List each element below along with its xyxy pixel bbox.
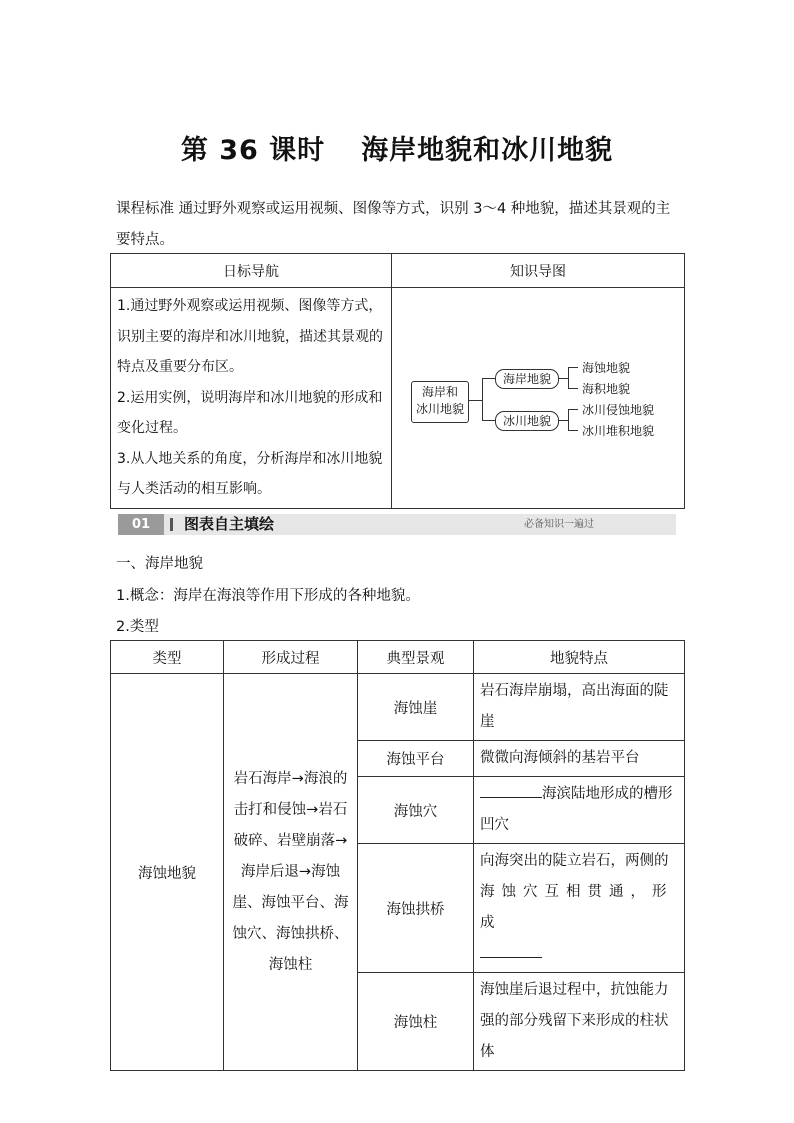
- mindmap-branch-glacier: 冰川地貌: [495, 411, 559, 431]
- goals-header: 日标导航: [111, 254, 392, 288]
- column-header: 地貌特点: [474, 641, 685, 674]
- feature-text: 向海突出的陡立岩石，两侧的: [480, 853, 669, 869]
- section-title: 图表自主填绘: [184, 515, 275, 533]
- landform-cell: 海蚀穴: [358, 777, 474, 844]
- column-header: 典型景观: [358, 641, 474, 674]
- landform-cell: 海蚀拱桥: [358, 844, 474, 973]
- mindmap-leaf: 冰川侵蚀地貌: [582, 403, 655, 417]
- goal-item: 2.运用实例，说明海岸和冰川地貌的形成和变化过程。: [117, 389, 383, 436]
- landform-cell: 海蚀崖: [358, 674, 474, 741]
- types-heading: 2.类型: [116, 619, 159, 635]
- type-cell: 海蚀地貌: [111, 674, 224, 1071]
- feature-text: 海滨陆地形成的槽形凹穴: [480, 786, 673, 833]
- mindmap-branch-coast: 海岸地貌: [495, 369, 559, 389]
- mindmap-leaf: 冰川堆积地貌: [582, 424, 655, 438]
- concept-text: 1.概念：海岸在海浪等作用下形成的各种地貌。: [116, 588, 420, 604]
- mindmap-cell: [392, 288, 685, 509]
- goal-item: 1.通过野外观察或运用视频、图像等方式，识别主要的海岸和冰川地貌，描述其景观的特点及重要分布区。: [117, 298, 383, 375]
- section-divider: [170, 518, 173, 531]
- fill-blank[interactable]: [480, 942, 542, 958]
- mindmap-leaf: 海蚀地貌: [582, 361, 631, 375]
- mindmap-header: 知识导图: [392, 254, 685, 288]
- landform-cell: 海蚀平台: [358, 741, 474, 777]
- mind-map: [393, 289, 683, 507]
- landform-cell: 海蚀柱: [358, 973, 474, 1071]
- standard-label: 课程标准: [116, 201, 174, 217]
- fill-blank[interactable]: [480, 782, 542, 798]
- process-cell: 岩石海岸→海浪的击打和侵蚀→岩石破碎、岩壁崩落→海岸后退→海蚀崖、海蚀平台、海蚀穴、海蚀拱桥、海蚀柱: [224, 674, 358, 1071]
- root-line: 冰川地貌: [415, 402, 464, 416]
- feature-cell: [474, 777, 685, 844]
- root-line: 海岸和: [421, 385, 458, 399]
- feature-cell: 岩石海岸崩塌，高出海面的陡崖: [474, 674, 685, 741]
- section-subtitle: 必备知识一遍过: [524, 519, 594, 530]
- section-number: 01: [118, 514, 164, 535]
- mindmap-leaf: 海积地貌: [582, 382, 631, 396]
- goals-list: [111, 288, 392, 509]
- curriculum-standard: [116, 194, 682, 256]
- section-bar: [118, 514, 676, 535]
- column-header: 形成过程: [224, 641, 358, 674]
- feature-cell: 海蚀崖后退过程中，抗蚀能力强的部分残留下来形成的柱状体: [474, 973, 685, 1071]
- lesson-topic: 海岸地貌和冰川地貌: [361, 135, 614, 166]
- feature-text: 海蚀穴互相贯通，形成: [480, 884, 674, 931]
- goals-table: [110, 253, 685, 509]
- feature-cell: [474, 844, 685, 973]
- column-header: 类型: [111, 641, 224, 674]
- standard-text: 通过野外观察或运用视频、图像等方式，识别 3～4 种地貌，描述其景观的主要特点。: [116, 201, 671, 248]
- feature-cell: 微微向海倾斜的基岩平台: [474, 741, 685, 777]
- goal-item: 3.从人地关系的角度，分析海岸和冰川地貌与人类活动的相互影响。: [117, 450, 383, 497]
- mindmap-root: [411, 381, 469, 423]
- section-heading: 一、海岸地貌: [116, 556, 203, 572]
- page-title: [0, 128, 794, 167]
- lesson-number: 第 36 课时: [180, 135, 326, 166]
- coastal-landform-table: [110, 640, 685, 1071]
